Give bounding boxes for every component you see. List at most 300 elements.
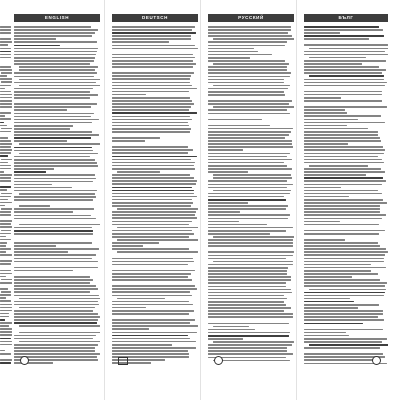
- text-line: [208, 79, 284, 81]
- text-line: [0, 48, 11, 50]
- text-line: [0, 85, 11, 87]
- text-line: [304, 221, 340, 223]
- text-line: [208, 88, 288, 90]
- text-line: [14, 168, 54, 170]
- text-line: [304, 276, 352, 278]
- text-line: [208, 316, 293, 318]
- text-line: [112, 288, 197, 290]
- text-line: [208, 264, 293, 266]
- text-line: [0, 297, 6, 299]
- text-line: [112, 230, 192, 232]
- text-line: [304, 156, 378, 158]
- text-line: [304, 162, 384, 164]
- text-line: [304, 282, 387, 284]
- text-line: [1, 208, 12, 210]
- text-line: [14, 335, 96, 337]
- text-line: [0, 137, 8, 139]
- text-line: [208, 103, 289, 105]
- text-line: [304, 273, 378, 275]
- text-line: [19, 224, 100, 226]
- text-line: [208, 76, 290, 78]
- text-line: [14, 190, 97, 192]
- text-line: [112, 82, 190, 84]
- text-line: [304, 205, 380, 207]
- text-line: [0, 78, 12, 80]
- text-line: [112, 85, 192, 87]
- text-line: [304, 248, 386, 250]
- text-line: [208, 45, 285, 47]
- text-line: [14, 122, 92, 124]
- text-line: [208, 230, 286, 232]
- text-line: [0, 100, 12, 102]
- text-line: [213, 38, 294, 40]
- text-line: [208, 344, 292, 346]
- text-line: [213, 106, 294, 108]
- text-line: [112, 196, 197, 198]
- text-line: [19, 79, 100, 81]
- text-line: [112, 48, 198, 50]
- text-line: [0, 202, 12, 204]
- text-line: [208, 146, 293, 148]
- text-line: [112, 245, 143, 247]
- text-line: [208, 233, 270, 235]
- text-line: [14, 242, 92, 244]
- text-line: [19, 193, 95, 195]
- text-line: [304, 125, 347, 127]
- text-line: [304, 313, 383, 315]
- text-line: [304, 149, 385, 151]
- text-line: [0, 242, 7, 244]
- text-line: [213, 341, 294, 343]
- text-line: [304, 137, 380, 139]
- text-line: [14, 57, 95, 59]
- text-line: [14, 313, 98, 315]
- text-line: [0, 29, 11, 31]
- text-line: [304, 285, 385, 287]
- text-line: [112, 217, 197, 219]
- text-line: [112, 261, 194, 263]
- text-line: [112, 97, 190, 99]
- text-line: [112, 199, 192, 201]
- text-line: [14, 184, 52, 186]
- text-line: [208, 307, 291, 309]
- text-line: [112, 285, 195, 287]
- text-line: [14, 137, 91, 139]
- text-line: [14, 279, 93, 281]
- text-line: [304, 85, 385, 87]
- text-line: [304, 323, 363, 325]
- text-line: [213, 360, 290, 362]
- text-line: [304, 91, 382, 93]
- text-line: [14, 156, 90, 158]
- text-line: [14, 276, 90, 278]
- text-line: [208, 143, 292, 145]
- text-line: [304, 239, 345, 241]
- text-line: [14, 140, 67, 142]
- text-line: [112, 276, 188, 278]
- text-line: [112, 29, 192, 31]
- text-line: [304, 264, 371, 266]
- text-line: [14, 106, 91, 108]
- text-line: [112, 279, 192, 281]
- text-line: [208, 113, 290, 115]
- text-line: [304, 51, 385, 53]
- text-line: [14, 119, 99, 121]
- certification-mark-icon: [20, 356, 29, 365]
- text-line: [112, 301, 189, 303]
- text-line: [208, 205, 288, 207]
- text-line: [208, 165, 287, 167]
- text-line: [304, 353, 383, 355]
- text-line: [14, 94, 98, 96]
- text-line: [208, 196, 284, 198]
- text-line: [0, 38, 11, 40]
- text-line: [208, 323, 289, 325]
- text-line: [14, 51, 97, 53]
- text-line: [304, 140, 381, 142]
- text-line: [208, 184, 293, 186]
- text-line: [0, 69, 12, 71]
- text-line: [14, 41, 97, 43]
- text-line: [0, 270, 11, 272]
- text-line: [19, 153, 98, 155]
- text-line: [112, 125, 189, 127]
- text-line: [304, 267, 386, 269]
- text-line: [19, 85, 100, 87]
- text-line: [304, 184, 382, 186]
- text-line: [208, 100, 292, 102]
- text-line: [1, 279, 12, 281]
- text-line: [304, 254, 385, 256]
- text-line: [208, 162, 284, 164]
- text-line: [14, 178, 96, 180]
- text-line: [0, 94, 12, 96]
- text-line: [112, 187, 192, 189]
- text-line: [0, 211, 11, 213]
- text-line: [208, 35, 292, 37]
- text-line: [14, 187, 72, 189]
- text-line: [0, 310, 12, 312]
- text-line: [112, 165, 194, 167]
- text-line: [208, 140, 292, 142]
- text-line: [0, 205, 5, 207]
- text-line: [112, 32, 196, 34]
- text-line: [117, 208, 198, 210]
- text-line: [112, 78, 190, 80]
- text-line: [208, 134, 289, 136]
- text-line: [14, 113, 94, 115]
- text-line: [14, 310, 93, 312]
- text-line: [112, 94, 146, 96]
- column-russian: [208, 14, 294, 386]
- text-line: [112, 310, 194, 312]
- text-line: [14, 199, 93, 201]
- text-line: [304, 134, 378, 136]
- text-line: [208, 267, 288, 269]
- text-line: [208, 57, 250, 59]
- fold-line: [200, 0, 201, 400]
- column-body: [14, 26, 100, 364]
- text-line: [14, 230, 93, 232]
- text-line: [304, 190, 378, 192]
- text-line: [19, 66, 98, 68]
- text-line: [304, 115, 381, 117]
- text-line: [304, 109, 345, 111]
- text-line: [304, 35, 384, 37]
- text-line: [208, 54, 272, 56]
- text-line: [304, 122, 385, 124]
- text-line: [304, 298, 350, 300]
- text-line: [0, 32, 11, 34]
- text-line: [117, 227, 198, 229]
- text-line: [112, 233, 194, 235]
- text-line: [304, 316, 378, 318]
- text-line: [309, 75, 384, 77]
- text-line: [208, 304, 286, 306]
- text-line: [112, 291, 190, 293]
- text-line: [112, 159, 191, 161]
- column-header: DEUTSCH: [112, 14, 198, 22]
- text-line: [304, 106, 387, 108]
- text-line: [112, 177, 194, 179]
- text-line: [208, 109, 287, 111]
- text-line: [14, 353, 100, 355]
- text-line: [208, 180, 287, 182]
- text-line: [112, 60, 193, 62]
- text-line: [213, 174, 291, 176]
- text-line: [0, 353, 11, 355]
- text-line: [0, 300, 11, 302]
- text-line: [112, 103, 194, 105]
- text-line: [14, 38, 56, 40]
- text-line: [208, 329, 255, 331]
- text-line: [0, 288, 8, 290]
- text-line: [208, 125, 270, 127]
- text-line: [208, 149, 243, 151]
- text-line: [0, 196, 11, 198]
- text-line: [112, 211, 196, 213]
- text-line: [14, 131, 92, 133]
- text-line: [208, 221, 239, 223]
- text-line: [0, 331, 12, 333]
- text-line: [14, 344, 98, 346]
- text-line: [1, 81, 12, 83]
- text-line: [14, 162, 97, 164]
- text-line: [14, 295, 99, 297]
- text-line: [1, 72, 12, 74]
- text-line: [112, 258, 193, 260]
- text-line: [304, 292, 385, 294]
- text-line: [304, 119, 358, 121]
- text-line: [304, 112, 347, 114]
- text-line: [208, 218, 288, 220]
- text-line: [0, 254, 12, 256]
- text-line: [0, 344, 12, 346]
- text-line: [208, 29, 291, 31]
- text-line: [19, 341, 100, 343]
- text-line: [0, 319, 5, 321]
- text-line: [304, 338, 387, 340]
- text-line: [112, 236, 189, 238]
- text-line: [14, 251, 68, 253]
- text-line: [0, 322, 12, 324]
- text-line: [304, 174, 366, 176]
- text-line: [112, 332, 197, 334]
- text-line: [208, 208, 286, 210]
- text-line: [14, 147, 92, 149]
- text-line: [0, 26, 11, 28]
- text-line: [208, 128, 293, 130]
- text-line: [0, 75, 7, 77]
- text-line: [112, 202, 193, 204]
- text-line: [14, 48, 98, 50]
- text-line: [208, 227, 293, 229]
- text-line: [208, 292, 292, 294]
- text-line: [14, 338, 93, 340]
- text-line: [208, 211, 240, 213]
- text-line: [14, 88, 93, 90]
- text-line: [304, 79, 384, 81]
- text-line: [14, 165, 98, 167]
- text-line: [304, 94, 382, 96]
- text-line: [112, 273, 191, 275]
- text-line: [0, 66, 11, 68]
- text-line: [304, 199, 383, 201]
- text-line: [208, 202, 248, 204]
- text-line: [0, 307, 12, 309]
- text-line: [304, 54, 388, 56]
- text-line: [208, 347, 287, 349]
- text-line: [14, 211, 73, 213]
- text-line: [0, 282, 12, 284]
- text-line: [112, 119, 192, 121]
- text-line: [14, 60, 94, 62]
- text-line: [112, 63, 196, 65]
- text-line: [112, 221, 192, 223]
- text-line: [14, 45, 60, 47]
- text-line: [112, 205, 191, 207]
- text-line: [208, 313, 293, 315]
- text-line: [304, 180, 386, 182]
- text-line: [0, 149, 12, 151]
- text-line: [14, 116, 91, 118]
- ce-mark-icon: [118, 357, 128, 365]
- text-line: [208, 199, 286, 201]
- text-line: [14, 347, 95, 349]
- text-line: [117, 251, 198, 253]
- text-line: [0, 220, 12, 222]
- text-line: [208, 270, 287, 272]
- text-line: [112, 45, 195, 47]
- text-line: [208, 60, 285, 62]
- text-line: [0, 88, 5, 90]
- text-line: [304, 211, 380, 213]
- text-line: [0, 304, 12, 306]
- text-line: [14, 97, 90, 99]
- text-line: [304, 26, 379, 28]
- text-line: [208, 82, 284, 84]
- text-line: [112, 26, 195, 28]
- column-body: [304, 26, 388, 364]
- text-line: [0, 276, 6, 278]
- column-header: ENGLISH: [14, 14, 100, 22]
- text-line: [208, 245, 293, 247]
- text-line: [0, 180, 11, 182]
- text-line: [112, 100, 192, 102]
- text-line: [0, 273, 12, 275]
- text-line: [0, 51, 11, 53]
- text-line: [112, 325, 198, 327]
- text-line: [304, 319, 384, 321]
- text-line: [208, 242, 293, 244]
- text-line: [208, 276, 291, 278]
- text-line: [0, 248, 11, 250]
- text-line: [14, 32, 95, 34]
- text-line: [0, 226, 12, 228]
- text-line: [208, 26, 291, 28]
- text-line: [14, 218, 96, 220]
- text-line: [14, 103, 97, 105]
- text-line: [304, 335, 349, 337]
- text-line: [304, 187, 341, 189]
- text-line: [112, 137, 160, 139]
- text-line: [304, 258, 384, 260]
- text-line: [112, 328, 149, 330]
- text-line: [14, 227, 92, 229]
- text-line: [14, 54, 96, 56]
- text-line: [14, 174, 95, 176]
- text-line: [208, 94, 285, 96]
- text-line: [0, 131, 11, 133]
- text-line: [112, 347, 196, 349]
- text-line: [112, 270, 195, 272]
- text-line: [0, 41, 12, 43]
- text-line: [208, 131, 291, 133]
- text-line: [213, 190, 291, 192]
- text-line: [0, 165, 11, 167]
- text-line: [208, 156, 287, 158]
- text-line: [0, 97, 12, 99]
- text-line: [304, 214, 386, 216]
- text-line: [14, 35, 92, 37]
- text-line: [208, 350, 287, 352]
- text-line: [304, 202, 387, 204]
- text-line: [112, 149, 193, 151]
- text-line: [112, 307, 146, 309]
- text-line: [304, 32, 340, 34]
- text-line: [304, 82, 387, 84]
- text-line: [0, 162, 8, 164]
- text-line: [112, 304, 193, 306]
- text-line: [0, 236, 6, 238]
- text-line: [304, 332, 346, 334]
- text-line: [14, 285, 96, 287]
- text-line: [112, 224, 189, 226]
- text-line: [14, 76, 94, 78]
- text-line: [19, 298, 100, 300]
- text-line: [14, 233, 93, 235]
- text-line: [112, 295, 192, 297]
- text-line: [0, 146, 11, 148]
- text-line: [117, 171, 160, 173]
- text-line: [19, 69, 95, 71]
- text-line: [14, 304, 99, 306]
- text-line: [213, 63, 289, 65]
- text-line: [0, 214, 11, 216]
- text-line: [304, 97, 341, 99]
- text-line: [112, 242, 159, 244]
- text-line: [208, 171, 248, 173]
